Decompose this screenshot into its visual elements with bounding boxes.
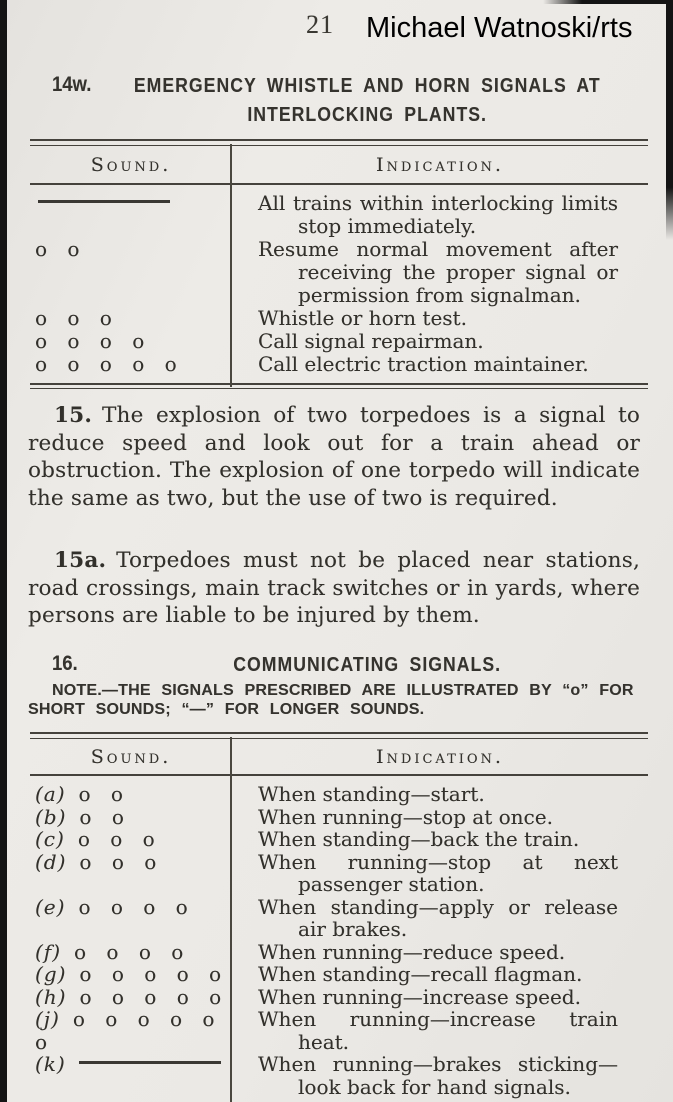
sound-cell (30, 963, 232, 986)
sound-cell (30, 941, 232, 964)
sound-cell (30, 307, 232, 330)
signal-sounds: o o o o o (79, 962, 224, 986)
signal-sounds: o o o o o (79, 984, 224, 1009)
indication-cell: When running—increase speed. (258, 984, 581, 1009)
table-row (30, 963, 648, 986)
signal-letter: (c) (35, 827, 65, 851)
table-body (30, 776, 648, 1102)
signal-sounds: o o o o o (35, 352, 179, 376)
indication-cell: When running—increase train heat. (258, 1007, 618, 1054)
indication-cell: When running—stop at next passenger station. (258, 849, 618, 896)
sound-cell (30, 353, 232, 376)
signal-sounds: o o o (35, 306, 114, 330)
paragraph-15a-text: Torpedoes must not be placed near stations, road crossings, main track switches or in yards, where persons are liable to be injured by them. (28, 548, 640, 629)
sound-cell (30, 828, 232, 851)
sound-cell (30, 806, 232, 829)
table-column-divider (230, 144, 232, 387)
table-row (30, 353, 648, 376)
sound-column-header: Sound. (90, 153, 172, 176)
section-14w-title-line1: EMERGENCY WHISTLE AND HORN SIGNALS AT (134, 75, 601, 97)
signal-sounds: o o o o (35, 329, 147, 353)
signal-sounds: o o (35, 237, 82, 261)
paragraph-15a-number: 15a. (54, 548, 107, 573)
table-row (30, 307, 648, 330)
section-14w-title-line2: INTERLOCKING PLANTS. (247, 104, 488, 126)
signal-sounds: o o o (79, 849, 159, 874)
emergency-signals-table (30, 139, 648, 389)
signal-sounds: o o o o (78, 894, 190, 919)
sound-cell (30, 330, 232, 353)
watermark-text: Michael Watnoski/rts (366, 12, 633, 44)
signal-letter: (a) (35, 782, 66, 806)
paragraph-15a (28, 547, 640, 630)
section-16-title: COMMUNICATING SIGNALS. (233, 654, 502, 676)
signal-sounds: o o o o o o (35, 1007, 217, 1054)
paragraph-15-text: The explosion of two torpedoes is a signal to reduce speed and look out for a train ahead or obstruction. The explosion of one torpedo will indicate the same as two, but the use of two is required. (28, 403, 640, 511)
sound-cell (30, 896, 232, 941)
paragraph-15-number: 15. (54, 403, 93, 428)
table-row (30, 941, 648, 964)
indication-cell: Call electric traction maintainer. (258, 352, 589, 376)
indication-cell: When standing—apply or release air brakes. (258, 894, 618, 941)
indication-column-header: Indication. (376, 153, 504, 176)
table-header-row (30, 146, 648, 183)
signal-sounds: o o (79, 804, 126, 829)
sound-column-header: Sound. (90, 745, 172, 768)
signal-letter: (g) (35, 962, 67, 986)
table-row (30, 828, 648, 851)
long-dash-icon (38, 200, 170, 203)
table-row (30, 806, 648, 829)
signal-sounds: o o o o (74, 939, 186, 964)
signal-letter: (e) (35, 894, 66, 919)
signal-letter: (j) (35, 1007, 60, 1031)
table-row (30, 1008, 648, 1053)
table-top-rule (30, 732, 648, 739)
scan-edge-right (666, 0, 673, 240)
long-dash-icon (79, 1061, 221, 1064)
sound-cell (30, 783, 232, 806)
indication-cell: When running—reduce speed. (258, 939, 566, 964)
signal-sounds: o o (78, 782, 125, 806)
indication-cell: Call signal repairman. (258, 329, 484, 353)
indication-column-header: Indication. (376, 745, 504, 768)
table-column-divider (230, 737, 232, 1102)
signal-letter: (f) (35, 939, 62, 964)
table-row (30, 1053, 648, 1098)
scan-edge-top-right (543, 0, 673, 4)
scan-edge-left (0, 0, 7, 1102)
signal-letter: (k) (35, 1052, 66, 1076)
indication-cell: When standing—recall flagman. (258, 962, 583, 986)
sound-cell (30, 192, 232, 238)
indication-cell: All trains within interlocking limits stop immediately. (258, 191, 618, 238)
table-row (30, 783, 648, 806)
page-number: 21 (306, 10, 334, 39)
signal-letter: (d) (35, 849, 67, 874)
section-16-number: 16. (52, 652, 78, 675)
table-row (30, 238, 648, 307)
indication-cell: Resume normal movement after receiving the proper signal or permission from signalman. (258, 237, 618, 307)
signal-sounds: o o o (77, 827, 157, 851)
table-body (30, 185, 648, 383)
indication-cell: When running—stop at once. (258, 804, 553, 829)
table-row (30, 330, 648, 353)
indication-cell: When standing—start. (258, 782, 485, 806)
indication-cell: When standing—back the train. (258, 827, 580, 851)
signal-letter: (h) (35, 984, 67, 1009)
communicating-signals-table (30, 732, 648, 1102)
table-bottom-rule (30, 383, 648, 389)
indication-cell: Whistle or horn test. (258, 306, 467, 330)
sound-cell (30, 851, 232, 896)
table-row (30, 192, 648, 238)
sound-cell (30, 1053, 232, 1098)
paragraph-15 (28, 402, 640, 512)
table-row (30, 986, 648, 1009)
table-top-rule (30, 139, 648, 146)
section-14w-number: 14w. (52, 73, 92, 96)
section-14w-title (95, 72, 640, 130)
sound-cell (30, 1008, 232, 1053)
sound-cell (30, 986, 232, 1009)
sound-cell (30, 238, 232, 307)
table-row (30, 896, 648, 941)
section-16-note: NOTE.—THE SIGNALS PRESCRIBED ARE ILLUSTRATED BY “o” FOR SHORT SOUNDS; “—” FOR LONGER SOUNDS. (28, 682, 634, 718)
table-header-row (30, 739, 648, 774)
table-row (30, 851, 648, 896)
indication-cell: When running—brakes sticking—look back for hand signals. (258, 1052, 618, 1099)
signal-letter: (b) (35, 804, 67, 829)
